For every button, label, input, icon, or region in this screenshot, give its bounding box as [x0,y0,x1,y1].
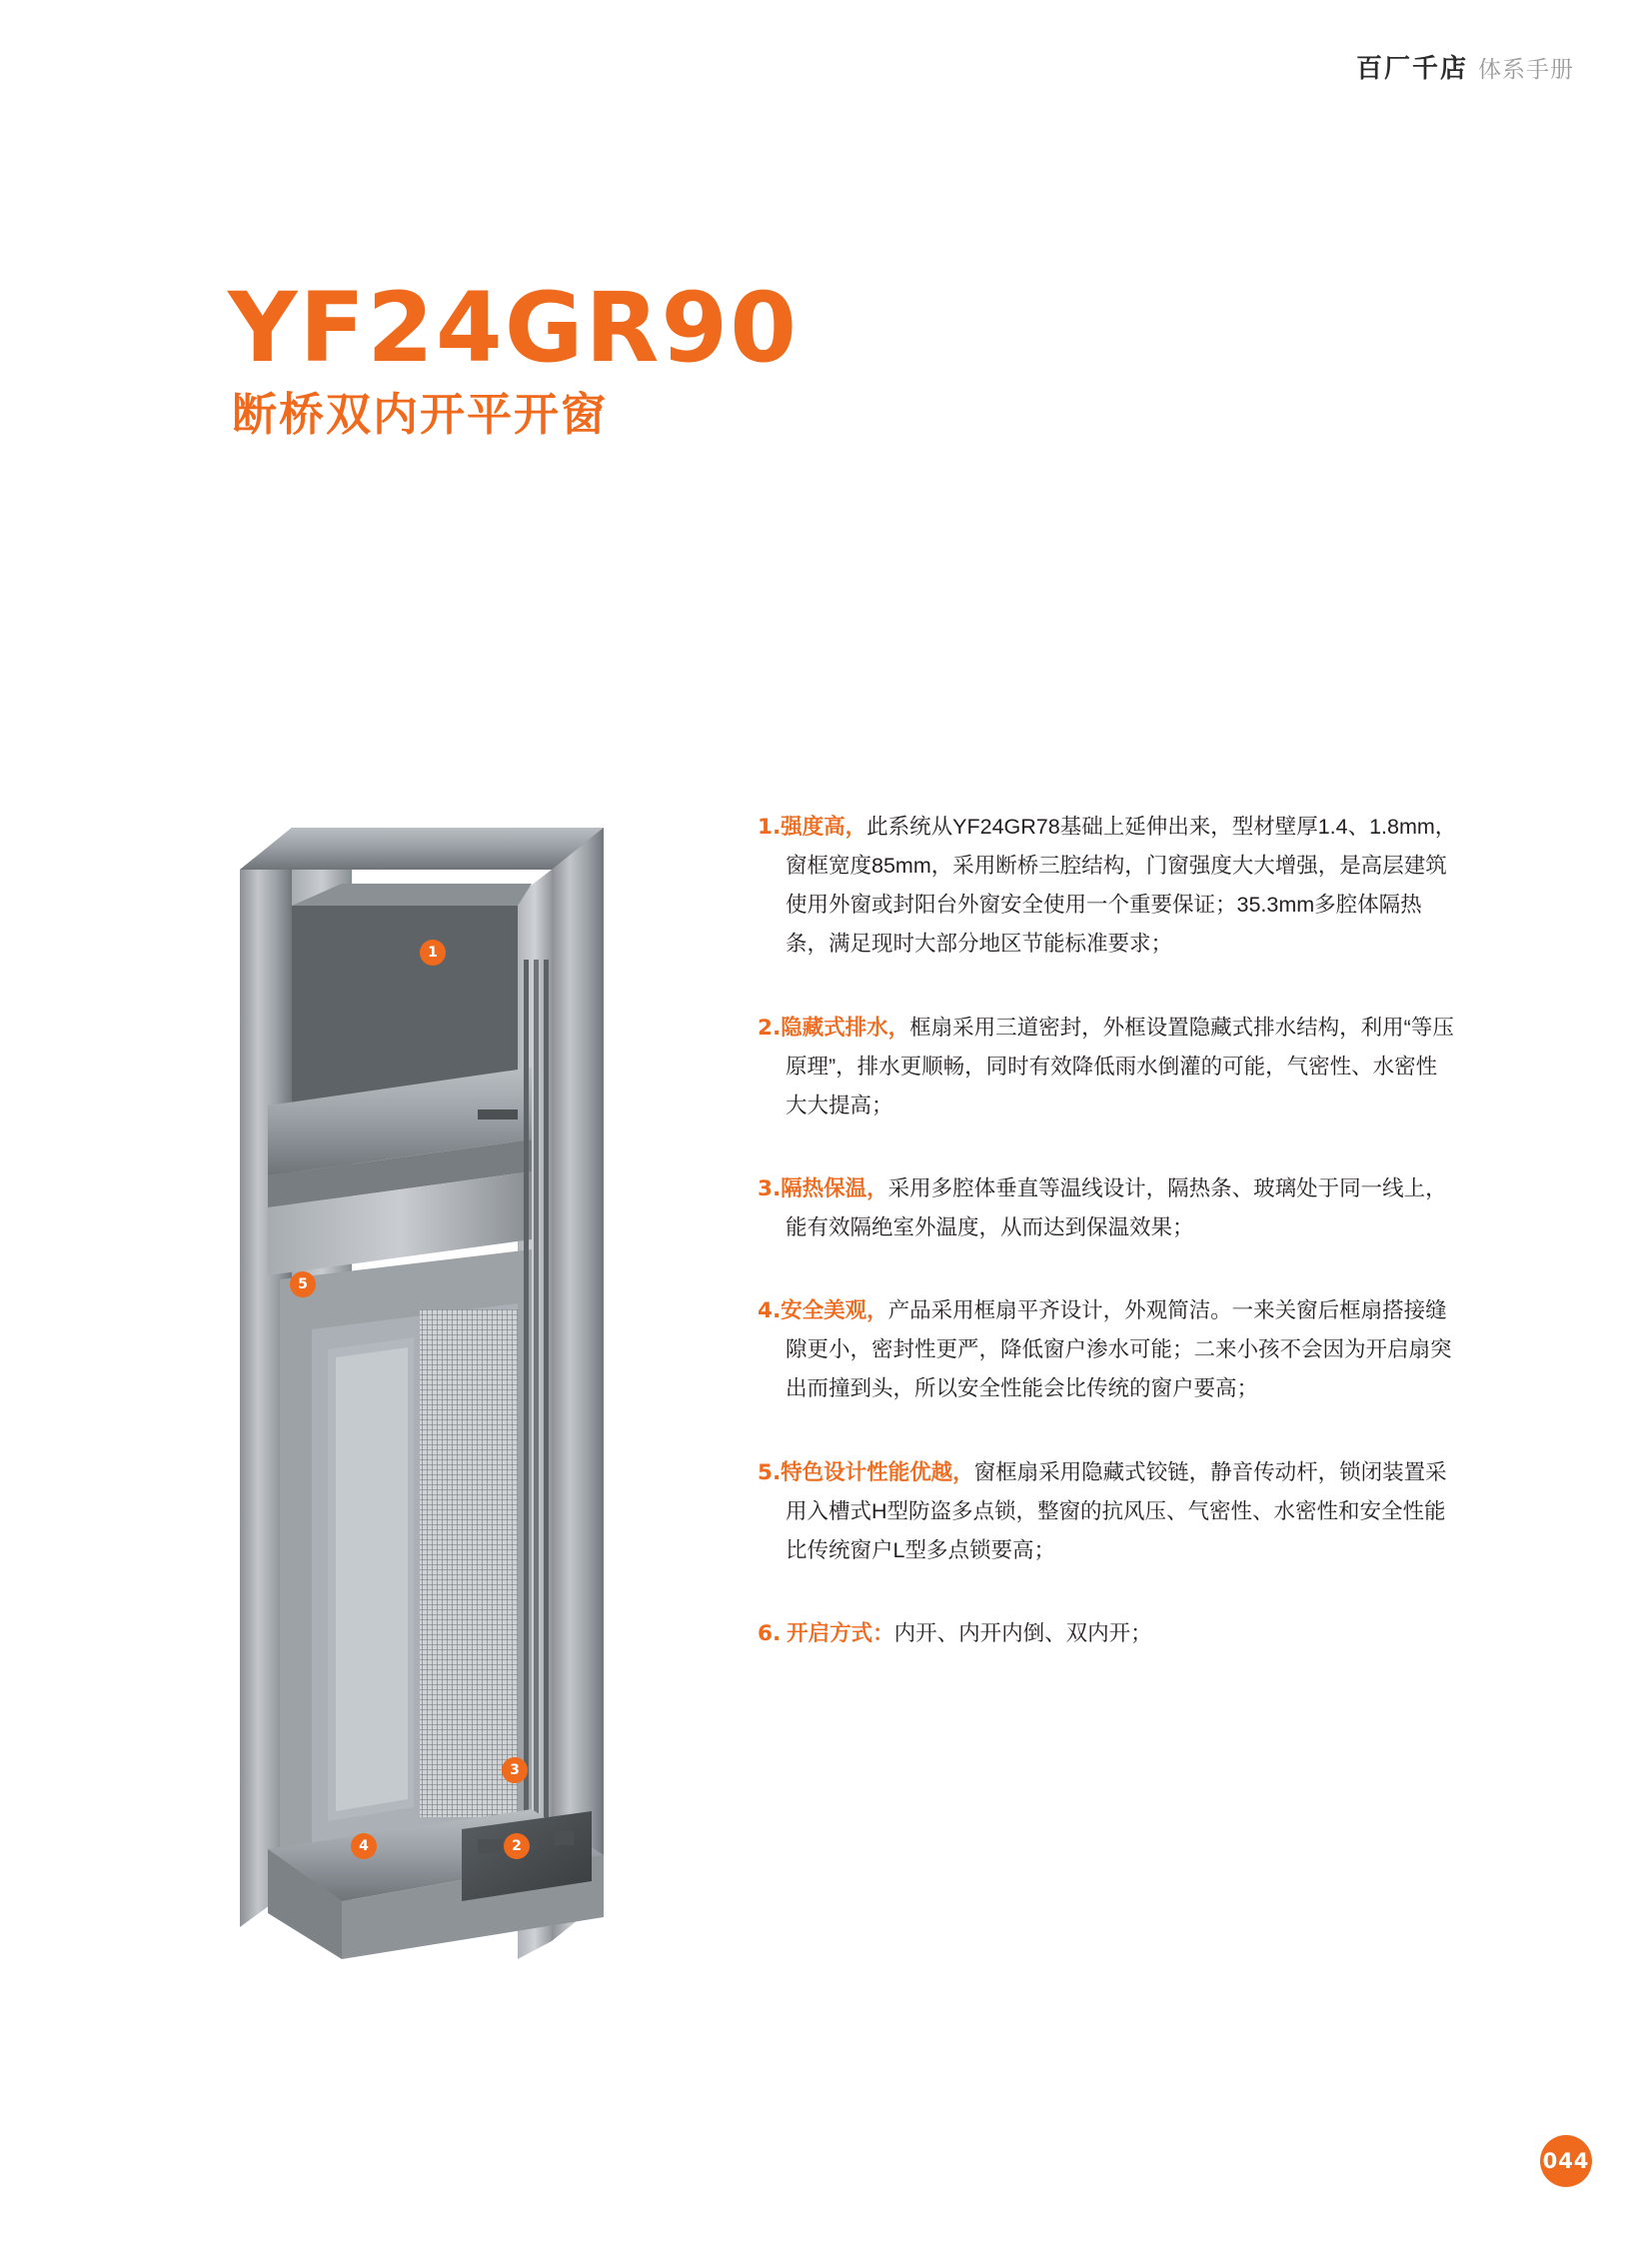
feature-number: 4. [758,1298,782,1324]
product-code: YF24GR90 [228,272,799,384]
feature-number: 3. [758,1175,782,1201]
feature-list [758,808,1457,1697]
feature-body: 采用多腔体垂直等温线设计，隔热条、玻璃处于同一线上，能有效隔绝室外温度，从而达到保温效果； [786,1175,1447,1239]
feature-lead: 强度高， [781,815,867,839]
page-header [1356,48,1574,85]
feature-number: 6. [758,1620,782,1646]
feature-body: 产品采用框扇平齐设计，外观简洁。一来关窗后框扇搭接缝隙更小，密封性更严，降低窗户渗水可能；二来小孩不会因为开启扇突出而撞到头，所以安全性能会比传统的窗户要高； [786,1298,1452,1401]
feature-body: 内开、内开内倒、双内开； [893,1620,1152,1645]
feature-body: 此系统从YF24GR78基础上延伸出来，型材壁厚1.4、1.8mm，窗框宽度85mm，采用断桥三腔结构，门窗强度大大增强，是高层建筑使用外窗或封阳台外窗安全使用一个重要保证；35.3mm多腔体隔热条，满足现时大部分地区节能标准要求； [786,815,1457,957]
feature-body: 框扇采用三道密封，外框设置隐藏式排水结构，利用“等压原理”，排水更顺畅，同时有效降低雨水倒灌的可能，气密性、水密性大大提高； [786,1015,1454,1118]
feature-item-3 [758,1169,1457,1247]
brand-name: 百厂千店 [1355,53,1468,83]
product-name: 断桥双内开平开窗 [232,389,609,440]
callout-3: 3 [502,1757,528,1783]
feature-item-4 [758,1291,1457,1408]
feature-number: 2. [758,1015,782,1041]
feature-lead: 特色设计性能优越， [781,1459,974,1484]
feature-item-2 [758,1009,1457,1125]
page-title [228,272,799,440]
callout-1: 1 [420,940,446,966]
product-illustration [232,810,652,1969]
feature-number: 1. [758,815,782,840]
feature-number: 5. [758,1459,782,1485]
callout-4: 4 [351,1833,377,1859]
feature-lead: 隔热保温， [781,1175,888,1200]
callout-5: 5 [290,1271,316,1297]
feature-item-6 [758,1614,1457,1653]
feature-item-5 [758,1453,1457,1570]
callout-2: 2 [504,1833,530,1859]
feature-body: 窗框扇采用隐藏式铰链，静音传动杆，锁闭装置采用入槽式H型防盗多点锁，整窗的抗风压、气密性、水密性和安全性能比传统窗户L型多点锁要高； [786,1459,1447,1562]
feature-item-1 [758,808,1457,965]
brand-subtitle: 体系手册 [1478,56,1574,82]
page-number-badge: 044 [1540,2135,1592,2187]
window-profile-diagram [232,810,652,1969]
feature-lead: 隐藏式排水， [781,1015,910,1040]
feature-lead: 开启方式： [781,1620,894,1645]
feature-lead: 安全美观， [781,1298,888,1323]
